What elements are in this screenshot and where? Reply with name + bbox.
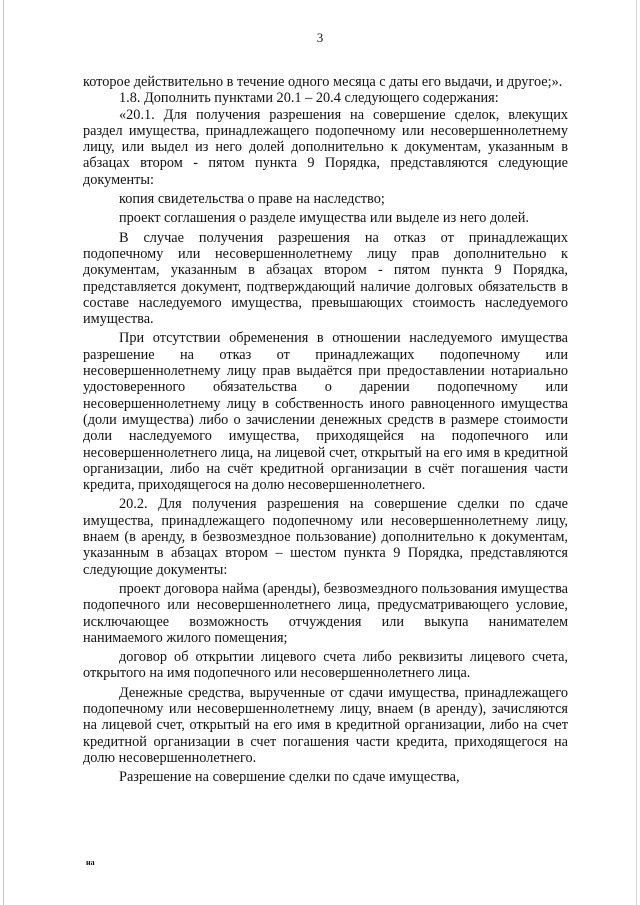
paragraph-20-1: «20.1. Для получения разрешения на совершение сделок, влекущих раздел имущества, принадлежащего подопечному или несовершеннолетнему лицу, или выдел из него долей дополнительно к документам, указанным в абзацах втором - пятом пункта 9 Порядка, представляются следующие документы:: [83, 106, 568, 188]
footer-mark: на: [86, 858, 95, 867]
paragraph-doc-lease-contract: проект договора найма (аренды), безвозмездного пользования имущества подопечного или несовершеннолетнего лица, предусматривающего условие, исключающее возможность отчуждения или выкупа нанимателем нанимаемого жилого помещения;: [83, 580, 568, 646]
paragraph-refusal: В случае получения разрешения на отказ от принадлежащих подопечному или несовершеннолетнему лицу прав дополнительно к документам, указанным в абзацах втором - пятом пункта 9 Порядка, представляется документ, подтверждающий наличие долговых обязательств в составе наследуемого имущества, превышающих стоимость наследуемого имущества.: [83, 229, 568, 328]
paragraph-no-encumbrance: При отсутствии обременения в отношении наследуемого имущества разрешение на отказ от принадлежащих подопечному или несовершеннолетнему лицу прав выдаётся при предоставлении нотариально удостоверенного обязательства о дарении подопечному или несовершеннолетнему лицу в собственность иного равноценного имущества (доли имущества) либо о зачислении денежных средств в размере стоимости доли наследуемого имущества, приходящейся на подопечного или несовершеннолетнего лица, на лицевой счет, открытый на его имя в кредитной организации, либо на счёт кредитной организации в счёт погашения части кредита, приходящегося на долю несовершеннолетнего.: [83, 330, 568, 494]
page-number: 3: [316, 30, 324, 45]
paragraph-doc-account: договор об открытии лицевого счета либо реквизиты лицевого счета, открытого на имя подопечного или несовершеннолетнего лица.: [83, 649, 568, 682]
scan-right-edge: [636, 0, 637, 905]
paragraph-continuation: которое действительно в течение одного месяца с даты его выдачи, и другое;».: [83, 74, 563, 90]
paragraph-1-8: 1.8. Дополнить пунктами 20.1 – 20.4 следующего содержания:: [119, 90, 499, 107]
paragraph-funds: Денежные средства, вырученные от сдачи имущества, принадлежащего подопечному или несовершеннолетнему лицу, внаем (в аренду), зачисляются на лицевой счет, открытый на его имя в кредитной организации, либо на счет кредитной организации в счет погашения части кредита, приходящегося на долю несовершеннолетнего.: [83, 684, 568, 766]
paragraph-permission: Разрешение на совершение сделки по сдаче имущества,: [119, 769, 460, 786]
paragraph-20-2: 20.2. Для получения разрешения на совершение сделки по сдаче имущества, принадлежащего подопечному или несовершеннолетнему лицу, внаем (в аренду, в безвозмездное пользование) дополнительно к документам, указанным в абзацах втором – шестом пункта 9 Порядка, представляются следующие документы:: [83, 496, 568, 578]
paragraph-doc-inheritance: копия свидетельства о праве на наследство;: [119, 191, 385, 208]
scan-left-edge: [3, 0, 4, 905]
document-body: [83, 74, 568, 785]
paragraph-doc-agreement: проект соглашения о разделе имущества или выделе из него долей.: [119, 210, 529, 227]
